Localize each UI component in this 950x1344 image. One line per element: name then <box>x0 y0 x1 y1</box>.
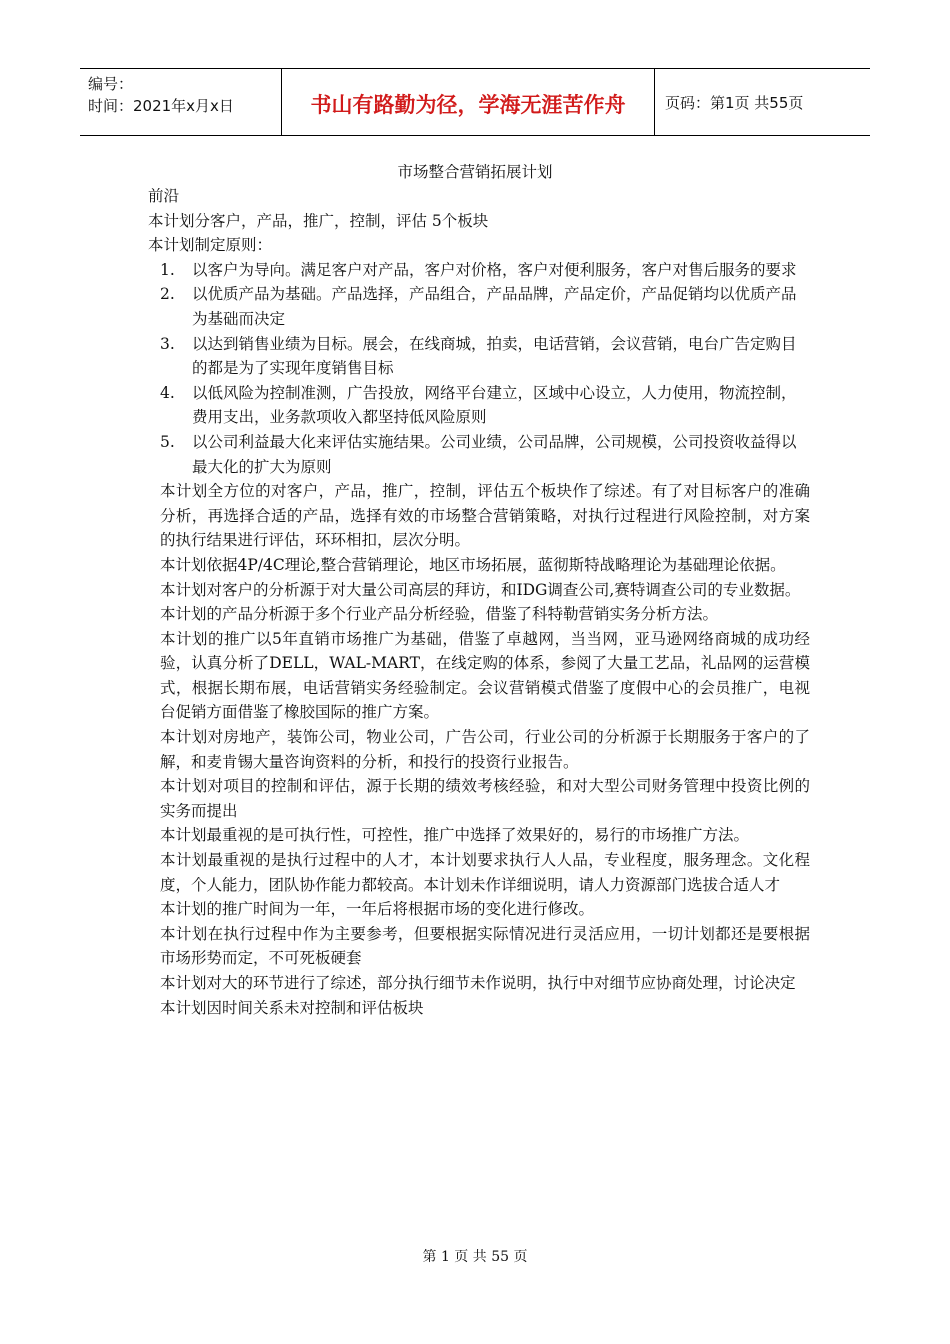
body-paragraph: 本计划对客户的分析源于对大量公司高层的拜访，和IDG调查公司,赛特调查公司的专业数据。 <box>160 580 801 599</box>
page-header <box>80 68 870 136</box>
list-item-text: 以客户为导向。满足客户对产品，客户对价格，客户对便利服务，客户对售后服务的要求 <box>192 260 797 279</box>
body-paragraph: 本计划最重视的是可执行性，可控性，推广中选择了效果好的，易行的市场推广方法。 <box>160 826 750 845</box>
body-paragraph: 本计划的推广以5年直销市场推广为基础，借鉴了卓越网，当当网，亚马逊网络商城的成功经验，认真分析了DELL，WAL-MART，在线定购的体系，参阅了大量工艺品，礼品网的运营模式，根据长期布展，电话营销实务经验制定。会议营销模式借鉴了度假中心的会员推广，电视台促销方面借鉴了橡胶国际的推广方案。 <box>160 629 810 722</box>
header-meta <box>80 69 282 135</box>
body-paragraph: 本计划最重视的是执行过程中的人才，本计划要求执行人人品，专业程度，服务理念。文化程度，个人能力，团队协作能力都较高。本计划未作详细说明，请人力资源部门选拔合适人才 <box>160 851 810 894</box>
list-item-text: 以达到销售业绩为目标。展会，在线商城，拍卖，电话营销，会议营销，电台广告定购目的都是为了实现年度销售目标 <box>192 334 797 378</box>
document-title: 市场整合营销拓展计划 <box>397 163 553 181</box>
header-motto: 书山有路勤为径，学海无涯苦作舟 <box>282 69 655 135</box>
list-item <box>160 430 810 479</box>
list-item-text: 以低风险为控制准测，广告投放，网络平台建立，区域中心设立，人力使用，物流控制，费用支出，业务款项收入都坚持低风险原则 <box>192 383 797 427</box>
list-item-number: 2. <box>160 285 175 304</box>
header-page-info: 页码：第1页 共55页 <box>665 93 804 112</box>
preface-heading: 前沿 <box>148 187 180 205</box>
body-paragraph: 本计划因时间关系未对控制和评估板块 <box>160 998 424 1017</box>
page-footer: 第 1 页 共 55 页 <box>422 1249 528 1265</box>
principles-heading: 本计划制定原则： <box>148 236 273 255</box>
list-item-number: 5. <box>160 432 175 451</box>
list-item-number: 3. <box>160 334 175 353</box>
intro-paragraph: 本计划分客户，产品，推广，控制，评估 5个板块 <box>148 211 489 230</box>
list-item-number: 4. <box>160 383 175 402</box>
list-item-text: 以优质产品为基础。产品选择，产品组合，产品品牌，产品定价，产品促销均以优质产品为基础而决定 <box>192 285 797 328</box>
principles-list <box>160 258 810 479</box>
body-paragraph: 本计划对房地产，装饰公司，物业公司，广告公司，行业公司的分析源于长期服务于客户的了解，和麦肯锡大量咨询资料的分析，和投行的投资行业报告。 <box>160 728 810 771</box>
body-paragraph: 本计划对项目的控制和评估，源于长期的绩效考核经验，和对大型公司财务管理中投资比例的实务而提出 <box>160 777 810 820</box>
list-item-text: 以公司利益最大化来评估实施结果。公司业绩，公司品牌，公司规模，公司投资收益得以最大化的扩大为原则 <box>192 432 797 476</box>
body-paragraph: 本计划依据4P/4C理论,整合营销理论，地区市场拓展，蓝彻斯特战略理论为基础理论依据。 <box>160 555 786 574</box>
document-body <box>148 184 810 1020</box>
date-label: 时间：2021年x月x日 <box>88 97 234 115</box>
body-paragraph: 本计划的推广时间为一年，一年后将根据市场的变化进行修改。 <box>160 900 595 919</box>
list-item <box>160 332 810 381</box>
body-paragraph: 本计划在执行过程中作为主要参考，但要根据实际情况进行灵活应用，一切计划都还是要根据市场形势而定，不可死板硬套 <box>160 924 810 968</box>
list-item <box>160 381 810 430</box>
list-item <box>160 258 810 283</box>
list-item-number: 1. <box>160 260 175 279</box>
body-paragraph: 本计划的产品分析源于多个行业产品分析经验，借鉴了科特勒营销实务分析方法。 <box>160 605 719 624</box>
number-label: 编号： <box>88 75 134 93</box>
list-item <box>160 282 810 331</box>
body-paragraph: 本计划对大的环节进行了综述，部分执行细节未作说明，执行中对细节应协商处理，讨论决定 <box>160 974 796 992</box>
body-paragraph: 本计划全方位的对客户，产品，推广，控制，评估五个板块作了综述。有了对目标客户的准确分析，再选择合适的产品，选择有效的市场整合营销策略，对执行过程进行风险控制，对方案的执行结果进行评估，环环相扣，层次分明。 <box>160 482 810 550</box>
